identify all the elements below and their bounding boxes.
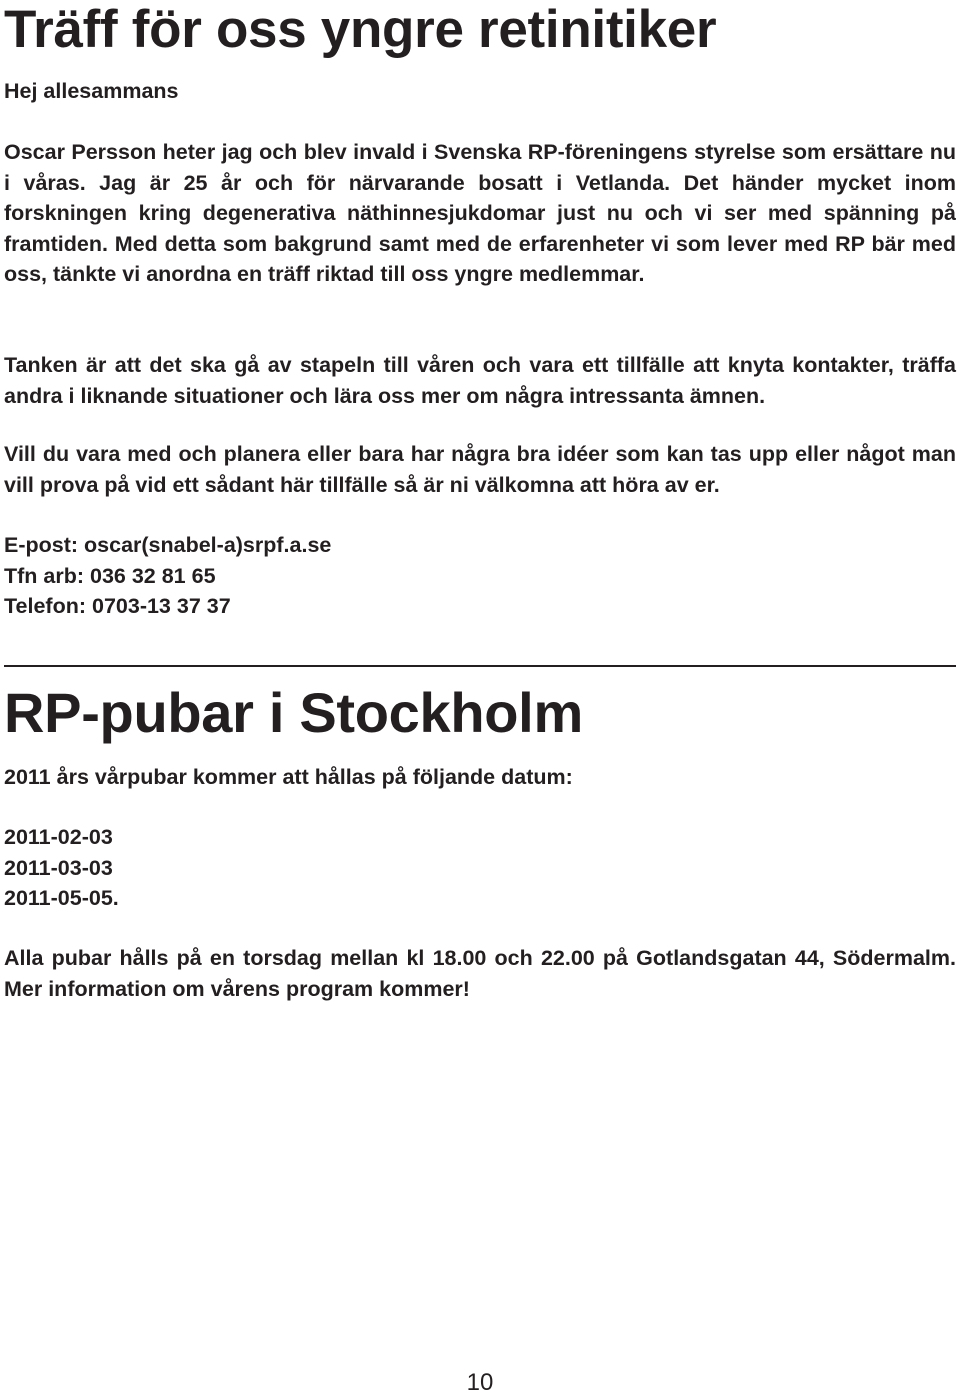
date-item: 2011-05-05. [4, 886, 119, 910]
contact-block [4, 530, 956, 622]
pubar-info: Alla pubar hålls på en torsdag mellan kl 18.00 och 22.00 på Gotlandsgatan 44, Södermalm. Mer information om vårens program kommer! [4, 946, 956, 1001]
page-number: 10 [466, 1369, 494, 1396]
paragraph-plan: Tanken är att det ska gå av stapeln till våren och vara ett tillfälle att knyta kontakter, träffa andra i liknande situationer och lära oss mer om några intressanta ämnen. [4, 353, 956, 408]
pubar-intro: 2011 års vårpubar kommer att hållas på följande datum: [4, 765, 573, 789]
contact-email: E-post: oscar(snabel-a)srpf.a.se [4, 533, 332, 557]
contact-work-phone: Tfn arb: 036 32 81 65 [4, 563, 216, 588]
section-title: RP-pubar i Stockholm [4, 681, 583, 744]
date-item: 2011-03-03 [4, 855, 113, 880]
date-item: 2011-02-03 [4, 825, 113, 849]
paragraph-invite: Vill du vara med och planera eller bara har några bra idéer som kan tas upp eller något man vill prova på vid ett sådant här tillfälle så är ni välkomna att höra av er. [4, 442, 956, 497]
date-list [4, 822, 956, 914]
contact-phone: Telefon: 0703-13 37 37 [4, 594, 231, 618]
section-divider [4, 665, 956, 667]
article-title: Träff för oss yngre retinitiker [4, 0, 717, 59]
paragraph-intro: Oscar Persson heter jag och blev invald i Svenska RP-föreningens styrelse som ersättare nu i våras. Jag är 25 år och för närvarande bosatt i Vetlanda. Det händer mycket inom forskningen kring degenerativa näthinnesjukdomar just nu och vi ser med spänning på framtiden. Med detta som bakgrund samt med de erfarenheter vi som lever med RP bär med oss, tänkte vi anordna en träff riktad till oss yngre medlemmar. [4, 140, 956, 286]
greeting: Hej allesammans [4, 79, 179, 103]
